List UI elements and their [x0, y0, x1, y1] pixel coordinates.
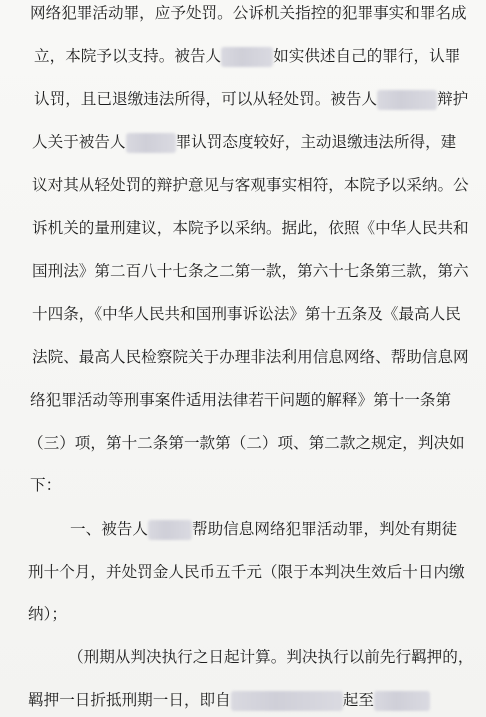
text-segment: 立，本院予以支持。被告人	[34, 47, 222, 65]
text-line	[70, 512, 486, 546]
text-segment: 网络犯罪活动罪，应予处罚。公诉机关指控的犯罪事实和罪名成	[30, 4, 467, 22]
redaction-blur	[126, 133, 176, 153]
text-segment: 十四条，《中华人民共和国刑事诉讼法》第十五条及《最高人民	[32, 305, 461, 323]
text-line	[32, 168, 486, 202]
text-segment: 法院、最高人民检察院关于办理非法利用信息网络、帮助信息网	[32, 348, 469, 366]
text-segment: 起至	[342, 691, 374, 709]
text-segment: （三）项，第十二条第一款第（二）项、第二款之规定，判决如	[28, 434, 465, 452]
text-line	[28, 683, 486, 717]
redaction-blur	[374, 691, 430, 711]
redaction-blur	[231, 691, 343, 711]
redaction-blur	[148, 520, 192, 540]
text-line	[34, 39, 486, 73]
text-segment: （刑期从判决执行之日起计算。判决执行以前先行羁押的，	[68, 648, 474, 666]
text-line	[28, 597, 486, 631]
text-segment: 帮助信息网络犯罪活动罪，判处有期徒	[191, 520, 458, 538]
text-segment: 刑十个月，并处罚金人民币五千元（限于本判决生效后十日内缴	[28, 563, 465, 581]
text-segment: 国刑法》第二百八十七条之二第一款，第六十七条第三款，第六	[32, 262, 469, 280]
text-segment: 络犯罪活动等刑事案件适用法律若干问题的解释》第十一条第	[30, 391, 452, 409]
text-line	[30, 0, 486, 30]
text-segment: 议对其从轻处罚的辩护意见与客观事实相符，本院予以采纳。公	[32, 176, 469, 194]
text-segment: 如实供述自己的罪行，认罪	[273, 47, 461, 65]
text-segment: 罪认罚态度较好，主动退缴违法所得，建	[175, 133, 457, 151]
text-line	[32, 340, 486, 374]
text-line	[28, 426, 486, 460]
text-segment: 诉机关的量刑建议，本院予以采纳。据此，依照《中华人民共和	[32, 219, 469, 237]
redaction-blur	[221, 47, 273, 67]
text-segment: 纳）；	[28, 605, 67, 623]
text-segment: 羁押一日折抵刑期一日，即自	[28, 691, 231, 709]
text-line	[28, 555, 486, 589]
text-line	[30, 468, 486, 502]
text-segment: 下：	[30, 476, 62, 494]
text-line	[32, 297, 486, 331]
text-segment: 辩护	[437, 90, 469, 108]
text-line	[30, 383, 486, 417]
redaction-blur	[377, 90, 437, 110]
text-segment: 一、被告人	[70, 520, 148, 538]
text-segment: 人关于被告人	[32, 133, 126, 151]
text-line	[32, 254, 486, 288]
text-line	[32, 125, 486, 159]
text-line	[34, 82, 486, 116]
text-line	[32, 211, 486, 245]
text-line	[68, 640, 486, 674]
text-segment: 认罚，且已退缴违法所得，可以从轻处罚。被告人	[34, 90, 378, 108]
